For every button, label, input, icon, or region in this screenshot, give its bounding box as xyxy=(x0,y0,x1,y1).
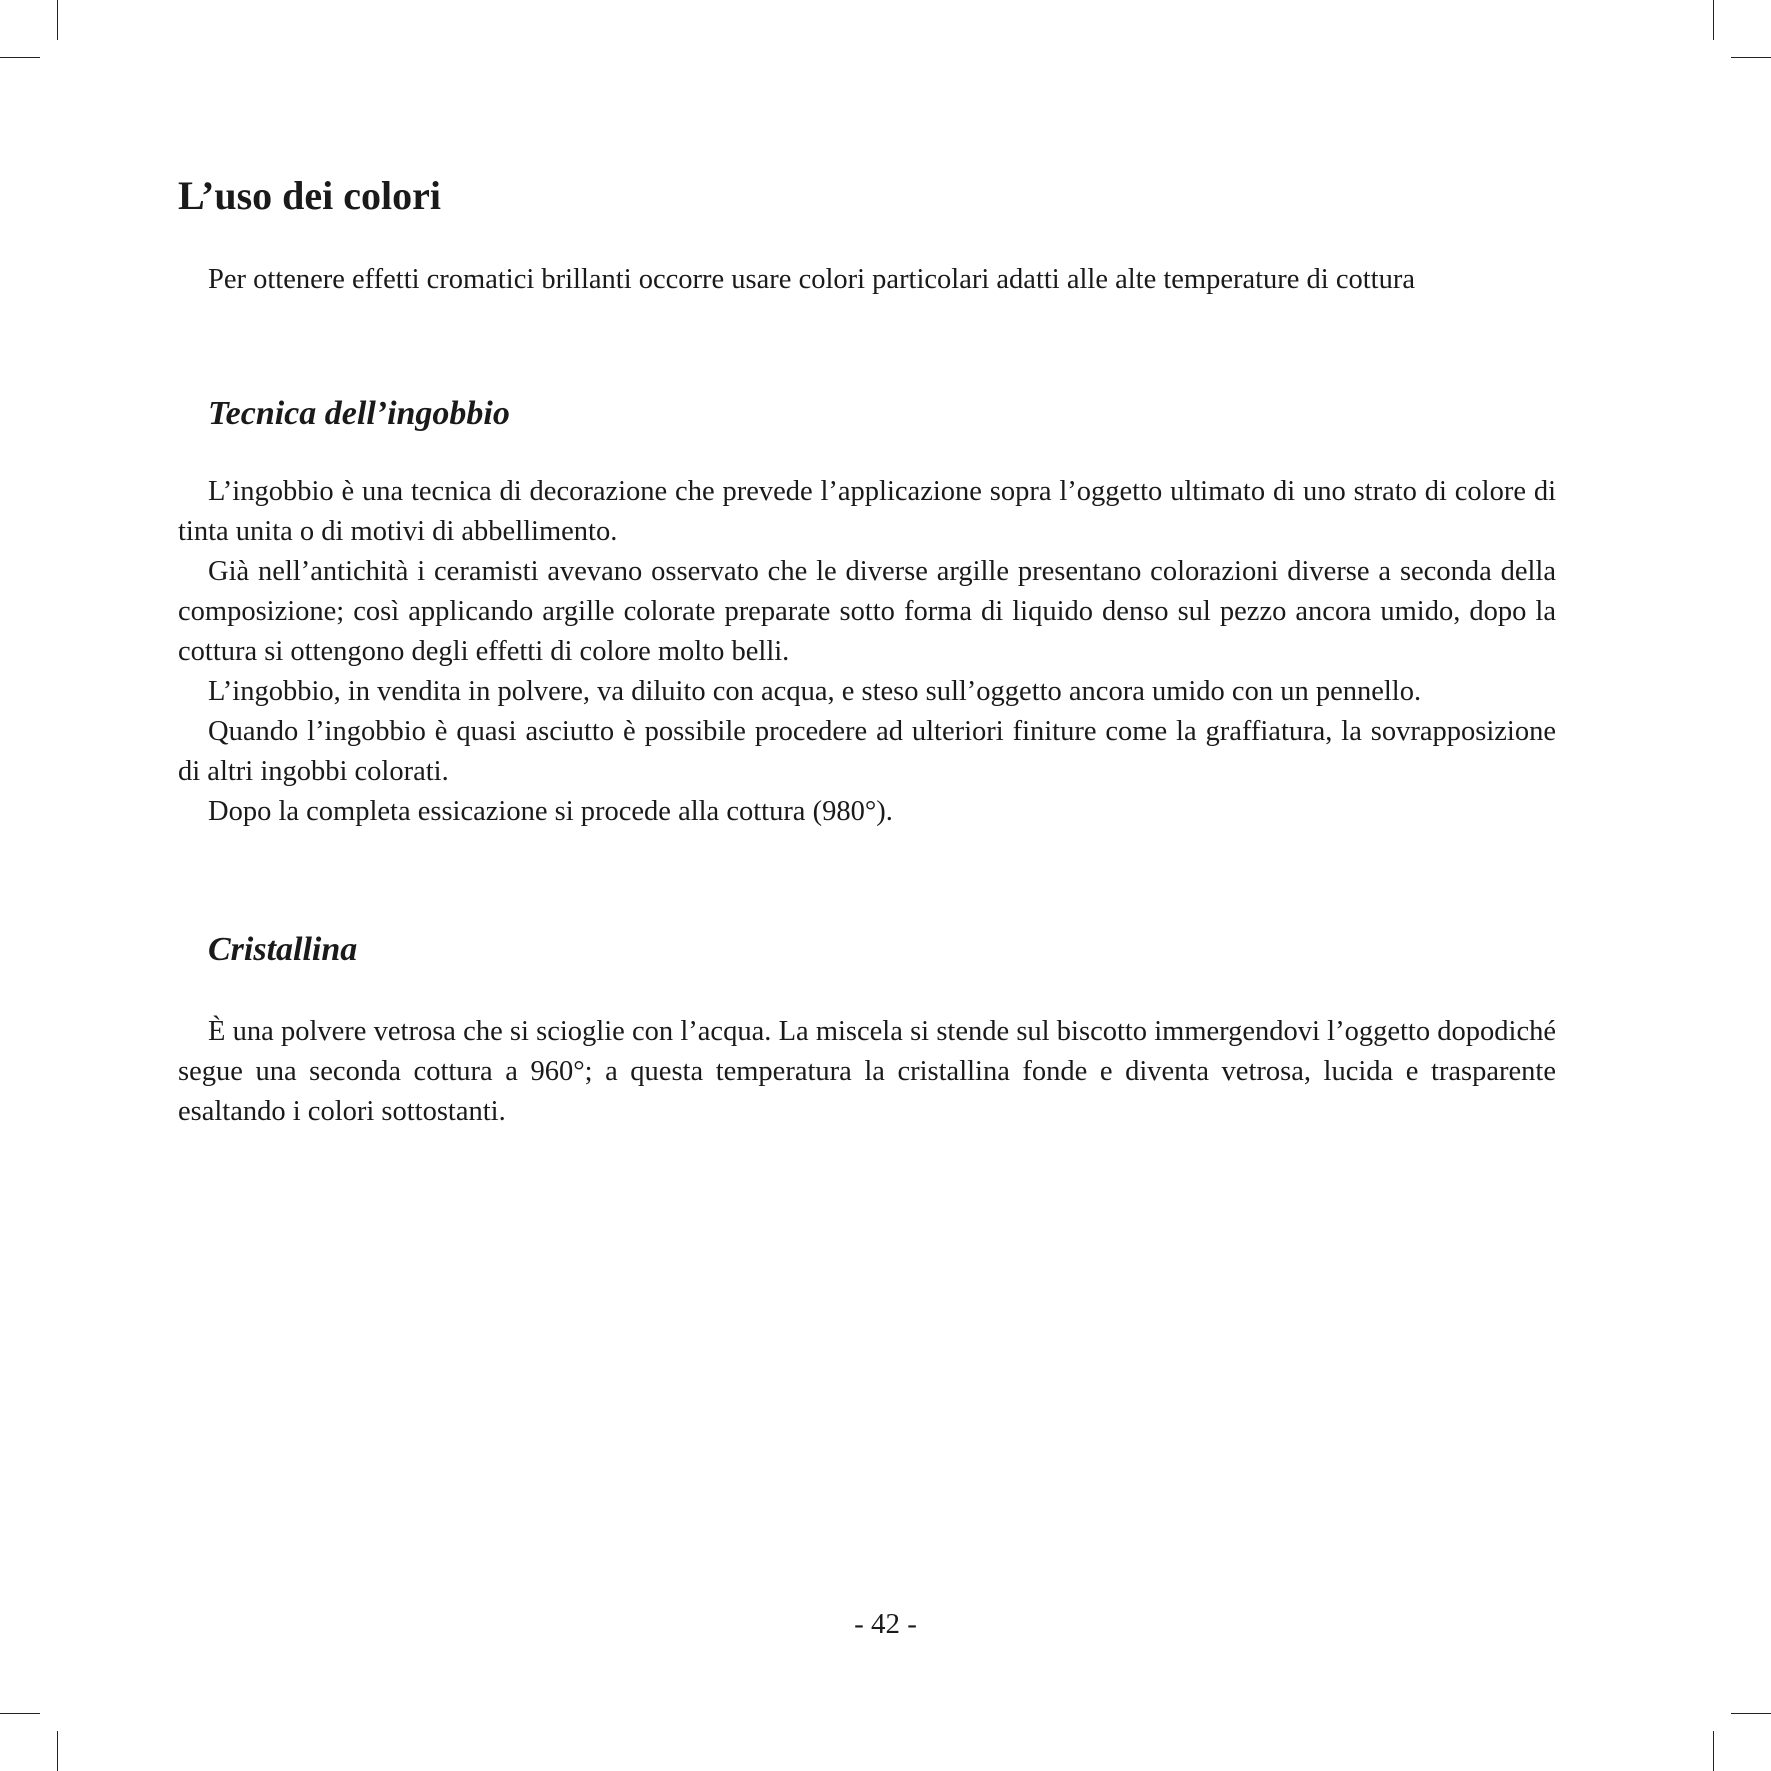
page-title: L’uso dei colori xyxy=(178,173,441,218)
crop-mark xyxy=(0,1713,40,1714)
page-number: - 42 - xyxy=(854,1608,917,1640)
crop-mark xyxy=(57,0,58,40)
intro-paragraph: Per ottenere effetti cromatici brillanti occorre usare colori particolari adatti alle alte temperature di cottura xyxy=(208,264,1415,295)
crop-mark xyxy=(1731,57,1771,58)
section-body-cristallina xyxy=(178,1012,1556,1132)
crop-mark xyxy=(1713,0,1714,40)
crop-mark xyxy=(57,1731,58,1771)
paragraph: Dopo la completa essicazione si procede alla cottura (980°). xyxy=(208,796,893,827)
crop-mark xyxy=(1713,1731,1714,1771)
paragraph: L’ingobbio, in vendita in polvere, va diluito con acqua, e steso sull’oggetto ancora umido con un pennello. xyxy=(208,676,1422,707)
page-content xyxy=(178,150,1556,1132)
section-heading-cristallina: Cristallina xyxy=(208,931,358,968)
section-heading-ingobbio: Tecnica dell’ingobbio xyxy=(208,395,510,432)
crop-mark xyxy=(0,57,40,58)
paragraph: Già nell’antichità i ceramisti avevano osservato che le diverse argille presentano colorazioni diverse a seconda della composizione; così applicando argille colorate preparate sotto forma di liquido denso sul pezzo ancora umido, dopo la cottura si ottengono degli effetti di colore molto belli. xyxy=(178,556,1556,667)
paragraph: L’ingobbio è una tecnica di decorazione che prevede l’applicazione sopra l’oggetto ultimato di uno strato di colore di tinta unita o di motivi di abbellimento. xyxy=(178,476,1556,547)
paragraph: È una polvere vetrosa che si scioglie con l’acqua. La miscela si stende sul biscotto immergendovi l’oggetto dopodiché segue una seconda cottura a 960°; a questa temperatura la cristallina fonde e diventa vetrosa, lucida e trasparente esaltando i colori sottostanti. xyxy=(178,1016,1556,1127)
paragraph: Quando l’ingobbio è quasi asciutto è possibile procedere ad ulteriori finiture come la graffiatura, la sovrapposizione di altri ingobbi colorati. xyxy=(178,716,1556,787)
section-body-ingobbio xyxy=(178,472,1556,832)
crop-mark xyxy=(1731,1713,1771,1714)
